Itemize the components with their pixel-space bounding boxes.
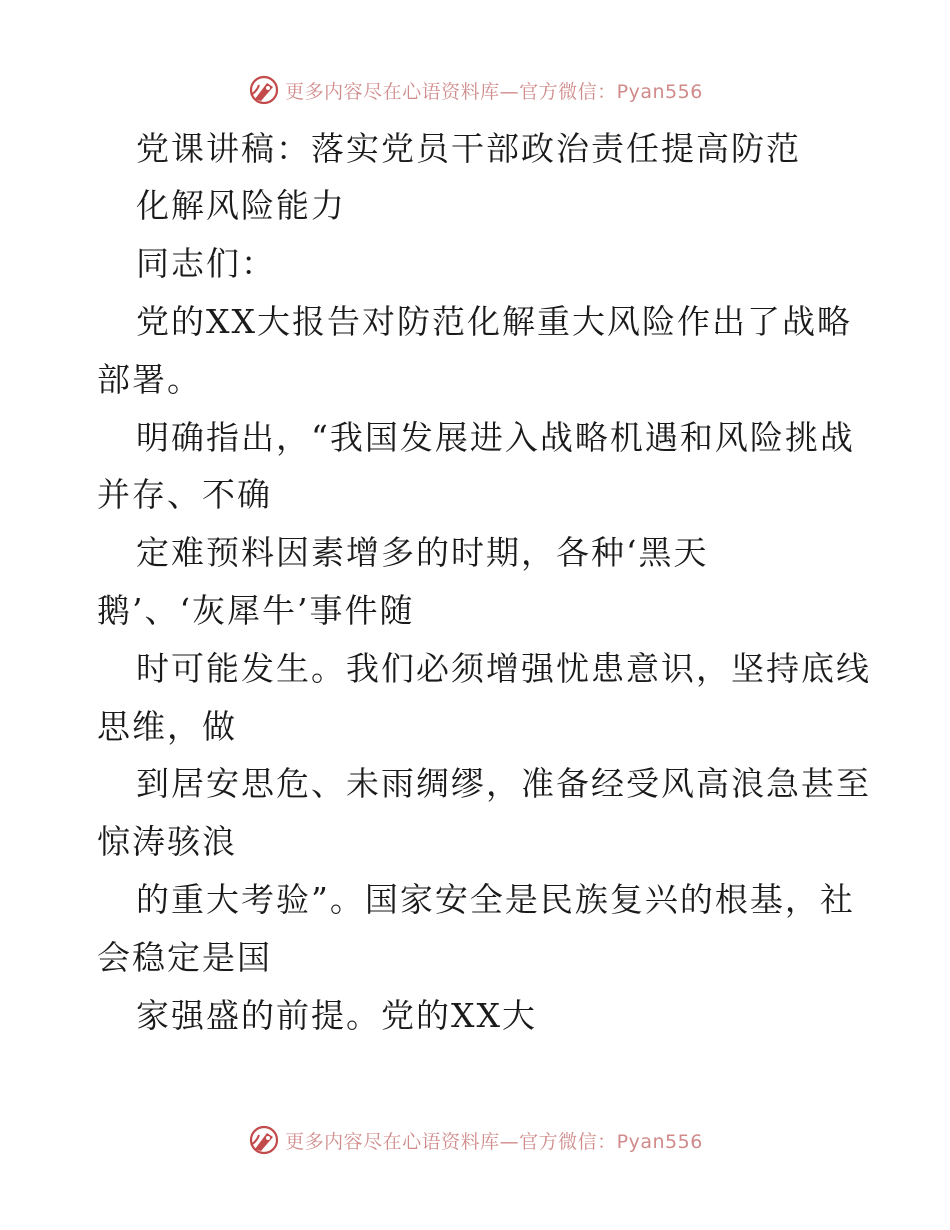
paragraph-line: 鹅’、‘灰犀牛’事件随 — [97, 591, 415, 630]
doc-title-line-2: 化解风险能力 — [136, 186, 346, 225]
paragraph-line: 明确指出，“我国发展进入战略机遇和风险挑战 — [136, 418, 855, 457]
paragraph-line: 会稳定是国 — [97, 938, 272, 977]
paragraph-line: 并存、不确 — [97, 475, 272, 514]
salutation: 同志们： — [136, 244, 276, 283]
paragraph-line: 家强盛的前提。党的XX大 — [136, 996, 537, 1035]
paragraph-line: 部署。 — [97, 360, 202, 399]
paragraph-line: 时可能发生。我们必须增强忧患意识，坚持底线 — [136, 649, 871, 688]
watermark-text: 更多内容尽在心语资料库—官方微信：Pyan556 — [285, 80, 703, 103]
paragraph-line: 到居安思危、未雨绸缪，准备经受风高浪急甚至 — [136, 764, 871, 803]
footer-watermark — [0, 1120, 950, 1160]
paragraph-line: 定难预料因素增多的时期，各种‘黑天 — [136, 533, 709, 572]
watermark-text: 更多内容尽在心语资料库—官方微信：Pyan556 — [285, 1130, 703, 1153]
paragraph-line: 的重大考验”。国家安全是民族复兴的根基，社 — [136, 880, 855, 919]
paragraph-line: 思维，做 — [97, 707, 237, 746]
paragraph-line: 惊涛骇浪 — [97, 822, 237, 861]
pen-nib-logo-icon — [247, 1123, 281, 1157]
paragraph-line: 党的XX大报告对防范化解重大风险作出了战略 — [136, 302, 852, 341]
doc-title-line-1: 党课讲稿：落实党员干部政治责任提高防范 — [136, 129, 801, 168]
